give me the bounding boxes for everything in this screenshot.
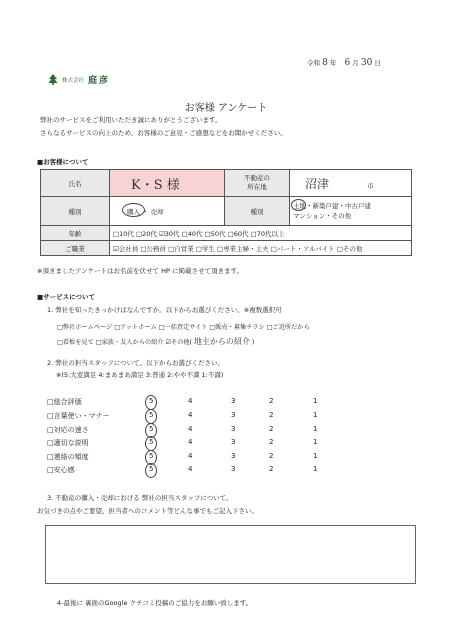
transaction-type-field[interactable] <box>110 197 225 226</box>
q1-other-close: ) <box>251 339 255 346</box>
date-year-unit: 年 <box>329 59 337 67</box>
date-day-unit: 日 <box>374 59 381 67</box>
date-month-unit: 月 <box>352 59 359 67</box>
transaction-type-options: 購入 ・ 売却 <box>127 207 164 216</box>
customer-info-table <box>40 169 412 256</box>
rating-3[interactable]: 3 <box>231 438 236 446</box>
q3-prompt: お気づきの点やご要望、担当者へのコメント等どんな事でもご記入下さい。 <box>37 507 258 515</box>
rating-5[interactable]: 5 <box>149 452 154 460</box>
page-title: お客様 アンケート <box>184 103 268 114</box>
company-prefix: 株式会社 <box>62 77 85 84</box>
occupation-label: ご職業 <box>41 241 110 256</box>
rating-label: □連絡の頻度 <box>47 453 89 461</box>
age-options[interactable]: □10代 □20代 ☑30代 □40代 □50代 □60代 □70代以上 <box>110 226 412 241</box>
age-label: 年齢 <box>41 226 110 241</box>
q1-options-row-2-text: □看板を見て □家族・友人からの紹介 ☑その他( <box>57 339 192 346</box>
q1-other-value: 地主からの紹介 <box>193 337 250 346</box>
selection-circle-icon <box>145 463 157 478</box>
rating-2[interactable]: 2 <box>269 465 274 473</box>
q2-question: 2. 弊社の担当スタッフについて。以下からお選びください。 <box>47 359 225 367</box>
q4-google-review-request: 4-最後に 裏面のGoogle クチコミ投稿のご協力をお願い致します。 <box>57 599 253 607</box>
rating-4[interactable]: 4 <box>188 452 193 460</box>
location-label <box>225 170 290 197</box>
rating-label: □言葉使い・マナー <box>47 412 110 420</box>
location-label-line-2: 所在地 <box>247 183 267 191</box>
rating-2[interactable]: 2 <box>269 438 274 446</box>
rating-3[interactable]: 3 <box>231 411 236 419</box>
rating-label: □適切な説明 <box>47 439 89 447</box>
rating-1[interactable]: 1 <box>313 397 318 405</box>
rating-5[interactable]: 5 <box>149 411 154 419</box>
intro-line-2: さらなるサービスの向上のため、お客様のご意見・ご感想などをお聞かせください。 <box>40 129 287 137</box>
rating-1[interactable]: 1 <box>313 452 318 460</box>
rating-row[interactable] <box>47 452 347 463</box>
rating-1[interactable]: 1 <box>313 425 318 433</box>
rating-label: □対応の速さ <box>47 426 89 434</box>
date-year: 8 <box>322 58 328 68</box>
rating-2[interactable]: 2 <box>269 425 274 433</box>
rating-row[interactable] <box>47 465 347 476</box>
transaction-type-label: 種別 <box>41 197 110 226</box>
rating-2[interactable]: 2 <box>269 452 274 460</box>
rating-2[interactable]: 2 <box>269 411 274 419</box>
occupation-options[interactable]: ☑会社員 □公務員 □自営業 □学生 □専業主婦・主夫 □パート・アルバイト □その他 <box>110 241 412 256</box>
location-field[interactable] <box>290 170 412 197</box>
q1-options-row-2[interactable] <box>57 336 254 347</box>
selection-circle-icon <box>145 436 157 451</box>
selection-circle-icon <box>122 203 145 217</box>
company-name: 庭彦 <box>88 76 111 86</box>
rating-4[interactable]: 4 <box>188 411 193 419</box>
publication-notice: ※頂きましたアンケートはお名前を伏せて HP に掲載させて頂きます。 <box>37 267 243 275</box>
q1-question: 1. 弊社を知ったきっかけはなんですか。以下からお選びください。※複数選択可 <box>47 306 282 314</box>
rating-3[interactable]: 3 <box>231 465 236 473</box>
property-type-label: 種別 <box>225 197 290 226</box>
selection-circle-icon <box>145 395 157 410</box>
date-month: 6 <box>344 58 351 68</box>
intro-line-1: 弊社のサービスをご利用いただき誠にありがとうございます。 <box>40 116 222 124</box>
tree-logo-icon <box>48 74 58 85</box>
rating-5[interactable]: 5 <box>149 438 154 446</box>
name-label: 氏名 <box>41 170 110 197</box>
section-service-heading: ■サービスについて <box>37 293 96 301</box>
rating-5[interactable]: 5 <box>149 425 154 433</box>
rating-1[interactable]: 1 <box>313 411 318 419</box>
rating-2[interactable]: 2 <box>269 397 274 405</box>
rating-3[interactable]: 3 <box>231 425 236 433</box>
rating-5[interactable]: 5 <box>149 465 154 473</box>
comment-box[interactable] <box>45 525 416 584</box>
q3-question: 3. 不動産の購入・売却における 弊社の担当スタッフについて。 <box>47 494 233 502</box>
q2-scale: ※(5:大変満足 4:まあまあ満足 3:普通 2:やや不満 1:不満) <box>56 371 224 379</box>
rating-1[interactable]: 1 <box>313 438 318 446</box>
property-options-line-1: 土地・新築戸建・中古戸建 <box>293 202 371 210</box>
section-customer-heading: ■お客様について <box>37 158 89 166</box>
location-suffix: 市 <box>367 181 374 190</box>
rating-4[interactable]: 4 <box>188 397 193 405</box>
rating-row[interactable] <box>47 411 347 422</box>
name-field[interactable] <box>110 170 225 197</box>
date-era: 令和 <box>307 59 320 67</box>
rating-3[interactable]: 3 <box>231 397 236 405</box>
location-value: 沼津 <box>305 176 330 191</box>
property-options-line-2: マンション・その他 <box>293 212 352 220</box>
rating-label: □総合評価 <box>47 398 82 406</box>
rating-4[interactable]: 4 <box>188 425 193 433</box>
selection-circle-icon <box>145 409 157 424</box>
location-label-line-1: 不動産の <box>244 174 270 182</box>
rating-1[interactable]: 1 <box>313 465 318 473</box>
rating-3[interactable]: 3 <box>231 452 236 460</box>
rating-4[interactable]: 4 <box>188 438 193 446</box>
rating-row[interactable] <box>47 425 347 436</box>
rating-5[interactable]: 5 <box>149 397 154 405</box>
rating-row[interactable] <box>47 397 347 408</box>
name-value: K・S 様 <box>131 177 180 193</box>
selection-circle-icon <box>291 199 306 211</box>
q1-options-row-1[interactable]: □弊社ホームページ □アットホーム □一括査定サイト □販売・募集チラシ □ご近所だから <box>57 324 310 331</box>
rating-label: □安心感 <box>47 466 75 474</box>
rating-4[interactable]: 4 <box>188 465 193 473</box>
rating-row[interactable] <box>47 438 347 449</box>
date-day: 30 <box>360 58 373 68</box>
property-type-field[interactable] <box>290 197 412 226</box>
